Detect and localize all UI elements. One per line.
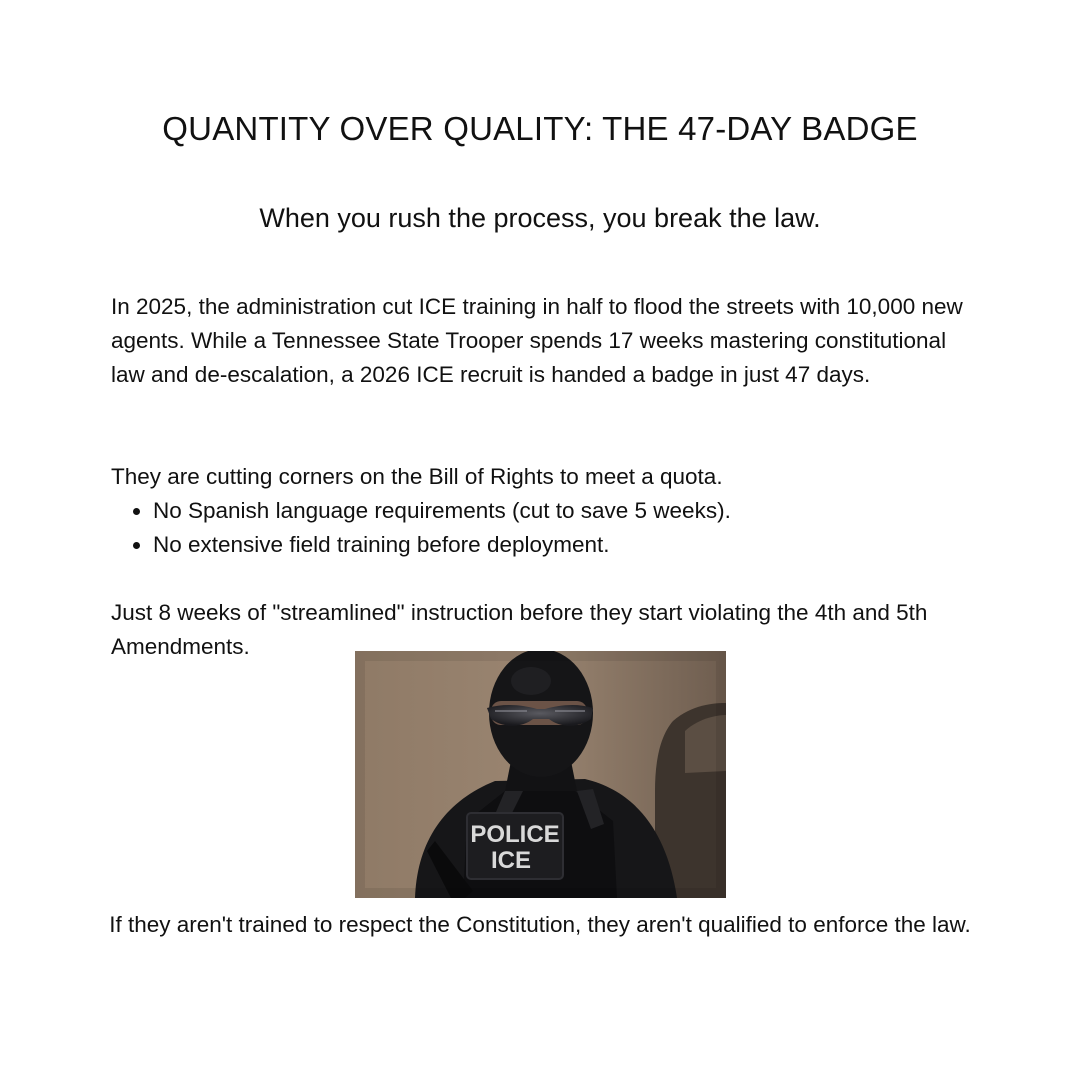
vest-text-police: POLICE [470,821,560,848]
corners-paragraph: They are cutting corners on the Bill of Rights to meet a quota. [111,464,723,489]
masked-agent-photo [355,651,726,898]
bullet-item: • No extensive field training before deployment. [153,528,1023,562]
page-subtitle: When you rush the process, you break the law. [259,203,821,233]
bullet-item: • No Spanish language requirements (cut to save 5 weeks). [153,494,1023,528]
intro-paragraph: In 2025, the administration cut ICE training in half to flood the streets with 10,000 new agents. While a Tennessee State Trooper spends 17 weeks mastering constitutional law and de-escalation, a 2026 ICE recruit is handed a badge in just 47 days. [111,294,963,387]
bullet-list [111,494,1023,562]
vest-text-ice: ICE [490,847,532,874]
page-title: QUANTITY OVER QUALITY: THE 47-DAY BADGE [162,110,918,147]
streamlined-paragraph: Just 8 weeks of "streamlined" instruction before they start violating the 4th and 5th Amendments. [111,600,928,659]
closing-statement: If they aren't trained to respect the Constitution, they aren't qualified to enforce the law. [109,912,971,937]
